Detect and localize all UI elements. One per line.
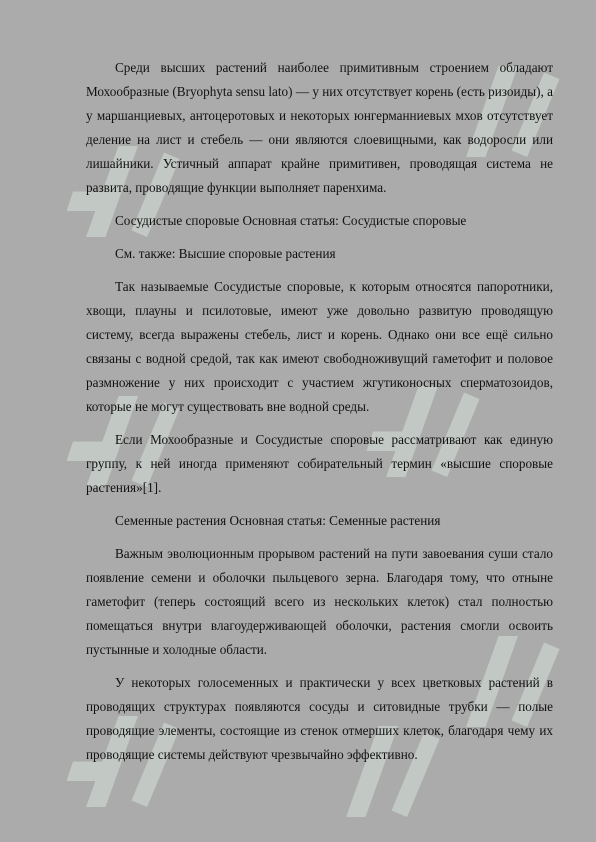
paragraph-higher-spore: Если Мохообразные и Сосудистые споровые рассматривают как единую группу, к ней иногда применяют собирательный термин «высшие споровые растения»[1]. xyxy=(86,432,553,495)
section-heading-seed-plants: Семенные растения Основная статья: Семенные растения xyxy=(115,513,441,528)
paragraph-vessels: У некоторых голосеменных и практически у всех цветковых растений в проводящих структурах появляются сосуды и ситовидные трубки — полые проводящие элементы, состоящие из стенок отмерших клеток, благодаря чему их проводящие системы действуют чрезвычайно эффективно. xyxy=(86,675,553,762)
paragraph-vascular-spore: Так называемые Сосудистые споровые, к которым относятся папоротники, хвощи, плауны и псилотовые, имеют уже довольно развитую проводящую систему, всегда выражены стебель, лист и корень. Однако они все ещё сильно связаны с водной средой, так как имеют свободноживущий гаметофит и половое размножение у них происходит с участием жгутиконосных сперматозоидов, которые не могут существовать вне водной среды. xyxy=(86,279,553,414)
document-body xyxy=(86,56,553,776)
paragraph-seed-evolution: Важным эволюционным прорывом растений на пути завоевания суши стало появление семени и оболочки пыльцевого зерна. Благодаря тому, что отныне гаметофит (теперь состоящий всего из нескольких клеток) стал полностью помещаться внутри влагоудерживающей оболочки, растения смогли освоить пустынные и холодные области. xyxy=(86,546,553,657)
see-also-line: См. также: Высшие споровые растения xyxy=(115,246,336,261)
section-heading-vascular-spore: Сосудистые споровые Основная статья: Сосудистые споровые xyxy=(115,213,467,228)
paragraph-bryophytes: Среди высших растений наиболее примитивным строением обладают Мохообразные (Bryophyta sensu lato) — у них отсутствует корень (есть ризоиды), а у маршанциевых, антоцеротовых и некоторых юнгерманниевых мхов отсутствует деление на лист и стебель — они являются слоевищными, как водоросли или лишайники. Устичный аппарат крайне примитивен, проводящая система не развита, проводящие функции выполняет паренхима. xyxy=(86,60,553,195)
